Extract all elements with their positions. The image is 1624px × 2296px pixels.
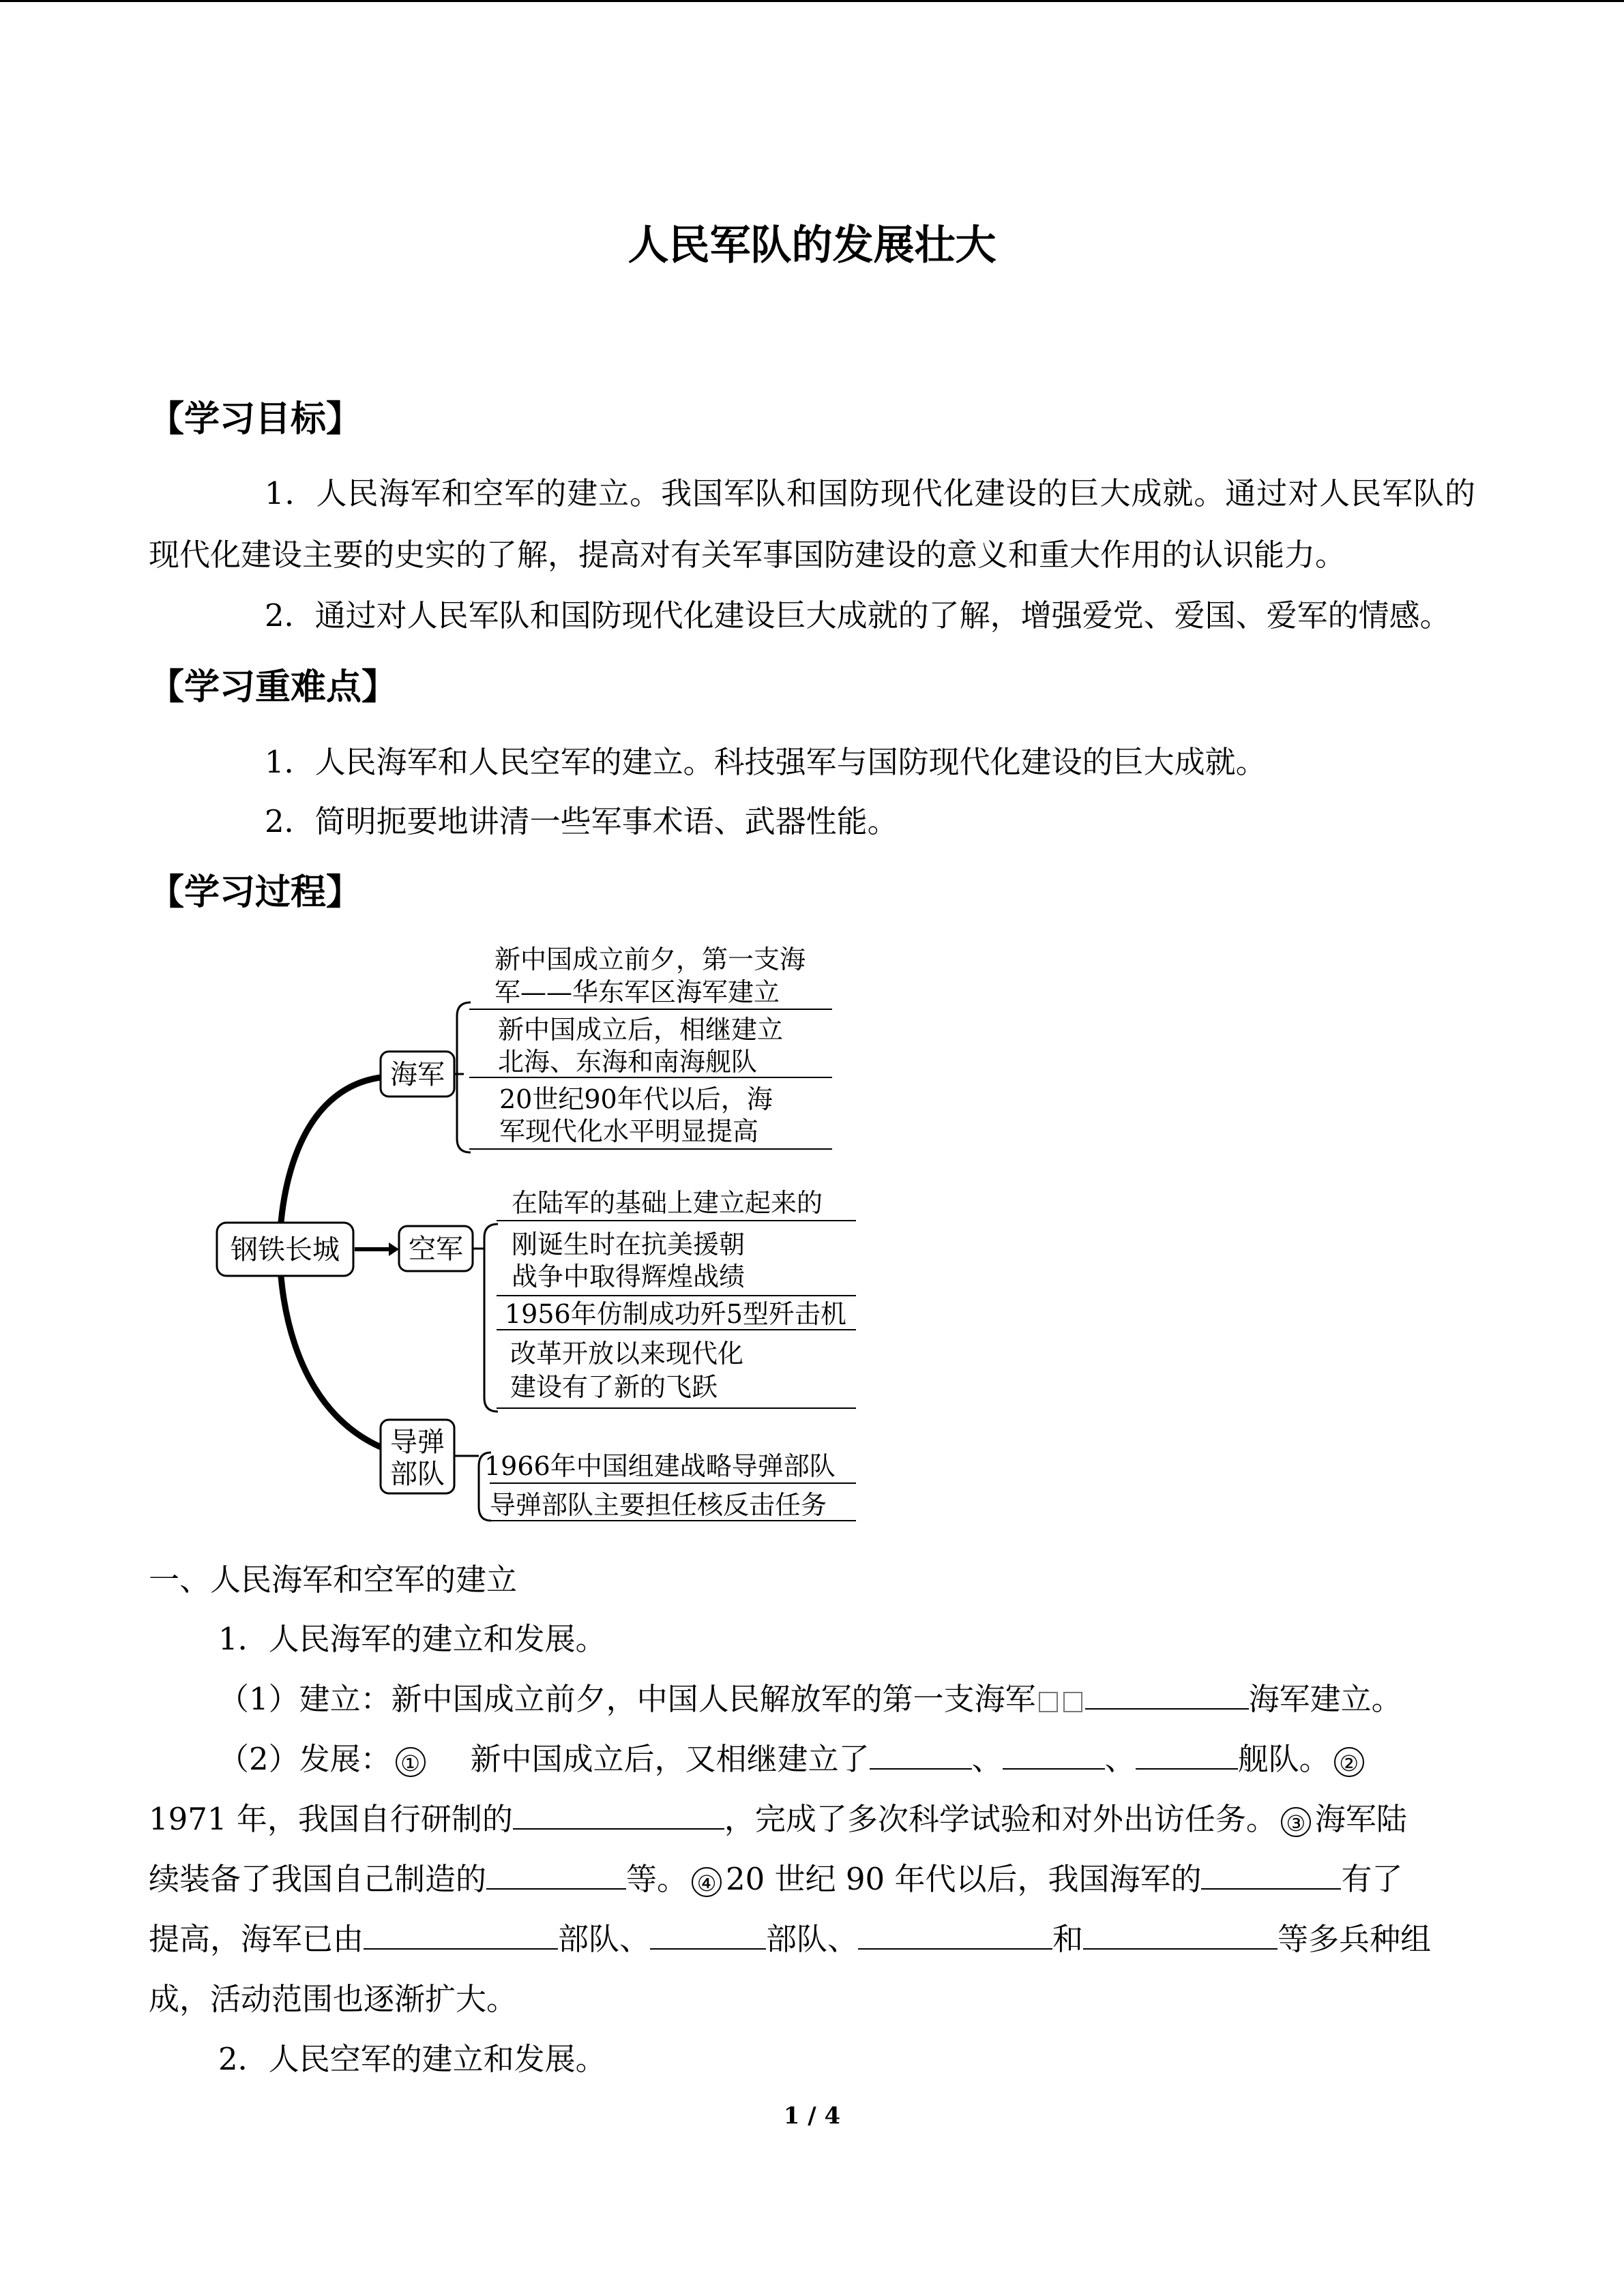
goal-1: 1．人民海军和空军的建立。我国军队和国防现代化建设的巨大成就。通过对人民军队的现代化建设主要的史实的了解，提高对有关军事国防建设的意义和重大作用的认识能力。 (149, 475, 1475, 573)
blank-9[interactable] (650, 1922, 766, 1950)
key-heading: 【学习重难点】 (149, 667, 398, 708)
goal-2: 2．通过对人民军队和国防现代化建设巨大成就的了解，增强爱党、爱国、爱军的情感。 (265, 597, 1451, 633)
fill-line-3: 1971 年，我国自行研制的 ，完成了多次科学试验和对外出访任务。 ③ 海军陆 (149, 1801, 1407, 1837)
missile-item-2: 导弹部队主要担任核反击任务 (490, 1490, 827, 1520)
airforce-label: 空军 (409, 1234, 463, 1265)
airforce-bracket (484, 1224, 498, 1412)
airforce-item-4-line-2: 建设有了新的飞跃 (510, 1372, 718, 1402)
fill-line-5: 提高，海军已由 部队、 部队、 和 等多兵种组 (149, 1921, 1432, 1957)
fill-line-4: 续装备了我国自己制造的 等。 ④ 20 世纪 90 年代以后，我国海军的 有了 (149, 1861, 1403, 1897)
section-1-heading: 一、人民海军和空军的建立 (149, 1562, 518, 1598)
circled-number-2: ② (1334, 1747, 1364, 1777)
airforce-item-3: 1956年仿制成功歼5型歼击机 (505, 1299, 846, 1329)
blank-4[interactable] (1136, 1742, 1238, 1770)
process-heading: 【学习过程】 (149, 872, 362, 913)
airforce-item-2-line-1: 刚诞生时在抗美援朝 (512, 1229, 745, 1259)
brace-arrow (389, 1242, 399, 1256)
airforce-item-4-line-1: 改革开放以来现代化 (510, 1339, 744, 1369)
navy-bracket (457, 1002, 471, 1152)
navy-item-2-line-2: 北海、东海和南海舰队 (498, 1047, 758, 1077)
missing-char-box (1063, 1692, 1082, 1712)
missile-item-1: 1966年中国组建战略导弹部队 (484, 1451, 836, 1481)
circled-number-3: ③ (1281, 1807, 1311, 1837)
root-label: 钢铁长城 (231, 1234, 340, 1266)
missing-char-box (1039, 1692, 1058, 1712)
subsection-1: 1．人民海军的建立和发展。 (218, 1621, 606, 1657)
blank-2[interactable] (870, 1742, 972, 1770)
fill-line-6: 成，活动范围也逐渐扩大。 (149, 1981, 518, 2017)
navy-item-1-line-1: 新中国成立前夕，第一支海 (494, 944, 806, 974)
blank-10[interactable] (858, 1922, 1052, 1950)
page-title: 人民军队的发展壮大 (628, 222, 996, 269)
circled-number-1: ① (396, 1747, 426, 1777)
blank-6[interactable] (486, 1862, 626, 1890)
navy-item-3-line-2: 军现代化水平明显提高 (499, 1116, 759, 1146)
key-point-1: 1．人民海军和人民空军的建立。科技强军与国防现代化建设的巨大成就。 (265, 744, 1267, 780)
goals-heading: 【学习目标】 (149, 399, 362, 440)
airforce-item-1: 在陆军的基础上建立起来的 (512, 1188, 823, 1218)
concept-diagram (205, 934, 866, 1534)
missile-label-line-2: 部队 (390, 1459, 445, 1490)
blank-8[interactable] (364, 1922, 558, 1950)
navy-item-2-line-1: 新中国成立后，相继建立 (498, 1015, 784, 1045)
circled-number-4: ④ (692, 1867, 722, 1897)
subsection-2: 2．人民空军的建立和发展。 (218, 2041, 606, 2077)
navy-item-3-line-1: 20世纪90年代以后，海 (499, 1084, 773, 1114)
blank-5[interactable] (513, 1802, 724, 1830)
blank-3[interactable] (1003, 1742, 1105, 1770)
key-point-2: 2．简明扼要地讲清一些军事术语、武器性能。 (265, 803, 898, 839)
navy-label: 海军 (390, 1059, 445, 1090)
blank-11[interactable] (1083, 1922, 1278, 1950)
fill-line-2: （2）发展： ① 新中国成立后，又相继建立了 、 、 舰队。 ② (218, 1734, 1368, 1778)
blank-1[interactable] (1085, 1682, 1249, 1710)
blank-7[interactable] (1201, 1862, 1341, 1890)
page-number: 1 / 4 (783, 2102, 841, 2130)
airforce-item-2-line-2: 战争中取得辉煌战绩 (512, 1262, 745, 1292)
missile-label-line-1: 导弹 (390, 1427, 445, 1458)
brace-bottom (280, 1248, 381, 1447)
navy-item-1-line-2: 军——华东军区海军建立 (494, 977, 780, 1007)
fill-line-1: （1）建立：新中国成立前夕，中国人民解放军的第一支海军 海军建立。 (218, 1681, 1402, 1717)
